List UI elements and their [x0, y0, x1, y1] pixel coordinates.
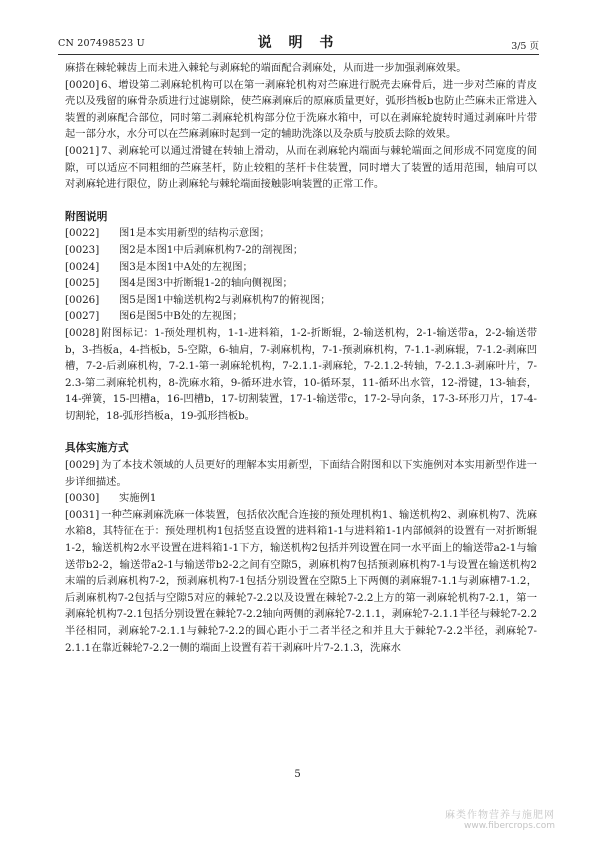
- figure-description: 图6是图5中B处的左视图；: [119, 310, 243, 323]
- paragraph-number: [0026]: [65, 293, 100, 306]
- paragraph-0021: [65, 143, 537, 193]
- section-heading-embodiment: 具体实施方式: [65, 442, 129, 455]
- paragraph-number: [0024]: [65, 260, 100, 273]
- patent-number: CN 207498523 U: [58, 38, 145, 49]
- paragraph-number: [0025]: [65, 277, 100, 290]
- figure-description: 图5是图1中输送机构2与剥麻机构7的俯视图；: [119, 293, 331, 306]
- paragraph-text: 一种苎麻剥麻洗麻一体装置，包括依次配合连接的预处理机构1、输送机构2、剥麻机构7、洗麻水箱8，其特征在于：预处理机构1包括竖直设置的进料箱1-1与进料箱1-1内部倾斜的设置有一对折断辊1-2，输送机构2水平设置在进料箱1-1下方，输送机构2包括并列设置在同一水平面上的输送带a2-1与输送带b2-2，输送带a2-1与输送带b2-2之间有空隙5，剥麻机构7包括预剥麻机构7-1与设置在输送机构2末端的后剥麻机构7-2，预剥麻机构7-1包括分别设置在空隙5上下两侧的剥麻辊7-1.1与剥麻槽7-1.2，后剥麻机构7-2包括与空隙5对应的棘轮7-2.2以及设置在棘轮7-2.2上方的第一剥麻轮机构7-2.1，第一剥麻轮机构7-2.1包括分别设置在棘轮7-2.2轴向两侧的剥麻轮7-2.1.1，剥麻轮7-2.1.1半径与棘轮7-2.2半径相同，剥麻轮7-2.1.1与棘轮7-2.2的圆心距小于二者半径之和并且大于棘轮7-2.2半径，剥麻轮7-2.1.1在靠近棘轮7-2.2一侧的端面上设置有若干剥麻叶片7-2.1.3，洗麻水: [65, 508, 537, 654]
- paragraph-number: [0023]: [65, 243, 100, 256]
- figure-item: [65, 292, 537, 309]
- reference-labels: [65, 325, 537, 425]
- watermark: [445, 806, 555, 831]
- paragraph-text: 6、增设第二剥麻轮机构可以在第一剥麻轮机构对苎麻进行脱壳去麻骨后，进一步对苎麻的青皮壳以及残留的麻骨杂质进行过滤剔除，使苎麻剥麻后的原麻质量更好，弧形挡板b也防止苎麻未正常进入装置的剥麻配合部位，同时第二剥麻轮机构部分位于洗麻水箱中，可以在剥麻轮旋转时通过剥麻叶片带起一部分水，水分可以在苎麻剥麻时起到一定的辅助洗涤以及杂质与胶质去除的效果。: [65, 78, 537, 141]
- figure-description: 图4是图3中折断辊1-2的轴向侧视图；: [119, 277, 293, 290]
- paragraph-text: 麻搭在棘轮棘齿上而未进入棘轮与剥麻轮的端面配合剥麻处，从而进一步加强剥麻效果。: [65, 62, 467, 74]
- watermark-url: www.fibercrops.com: [464, 821, 555, 831]
- paragraph-number: [0027]: [65, 310, 100, 323]
- header-rule: [58, 54, 539, 55]
- paragraph-number: [0021]: [65, 144, 100, 157]
- page-header: [58, 30, 539, 52]
- document-title: 说 明 书: [257, 35, 340, 51]
- watermark-site-name: 麻类作物营养与施肥网: [445, 810, 555, 821]
- paragraph-number: [0028]: [65, 326, 100, 339]
- figure-description: 图1是本实用新型的结构示意图；: [119, 227, 270, 240]
- paragraph-text: 7、剥麻轮可以通过滑键在转轴上滑动，从而在剥麻轮内端面与棘轮端面之间形成不同宽度的间隙，可以适应不同粗细的苎麻茎杆，防止较粗的茎杆卡住装置，同时增大了装置的适用范围，轴肩可以对剥麻轮进行限位，防止剥麻轮与棘轮端面接触影响装置的正常工作。: [65, 144, 537, 191]
- figure-item: [65, 275, 537, 292]
- paragraph-0030: [65, 490, 537, 507]
- figure-item: [65, 308, 537, 325]
- figure-item: [65, 242, 537, 259]
- page-number: 5: [294, 769, 301, 780]
- paragraph-number: [0020]: [65, 78, 100, 91]
- figure-item: [65, 225, 537, 242]
- paragraph-number: [0031]: [65, 508, 100, 521]
- section-heading-figures: 附图说明: [65, 210, 108, 223]
- paragraph-number: [0029]: [65, 459, 100, 472]
- paragraph-continued: [65, 60, 537, 77]
- paragraph-0020: [65, 77, 537, 143]
- figure-description: 图2是本图1中后剥麻机构7-2的剖视图；: [119, 243, 304, 256]
- page-of-total: 3/5 页: [511, 41, 539, 52]
- paragraph-text: 实施例1: [119, 492, 157, 505]
- paragraph-number: [0022]: [65, 227, 100, 240]
- paragraph-number: [0030]: [65, 492, 100, 505]
- paragraph-0031: [65, 507, 537, 656]
- paragraph-text: 附图标记：1-预处理机构，1-1-进料箱，1-2-折断辊，2-输送机构，2-1-输送带a，2-2-输送带b，3-挡板a，4-挡板b，5-空隙，6-轴肩，7-剥麻机构，7-1-预剥麻机构，7-1.1-剥麻辊，7-1.2-剥麻凹槽，7-2-后剥麻机构，7-2.1-第一剥麻轮机构，7-2.1.1-剥麻轮，7-2.1.2-转轴，7-2.1.3-剥麻叶片，7-2.3-第二剥麻轮机构，8-洗麻水箱，9-循环进水管，10-循环泵，11-循环出水管，12-滑键，13-轴套，14-弹簧，15-凹槽a，16-凹槽b，17-切割装置，17-1-输送带c，17-2-导向条，17-3-环形刀片，17-4-切割轮，18-弧形挡板a，19-弧形挡板b。: [65, 326, 537, 422]
- paragraph-text: 为了本技术领域的人员更好的理解本实用新型，下面结合附图和以下实施例对本实用新型作进一步详细描述。: [65, 459, 537, 488]
- figure-description: 图3是本图1中A处的左视图；: [119, 260, 253, 273]
- document-body: [65, 60, 537, 656]
- figure-item: [65, 259, 537, 276]
- paragraph-0029: [65, 457, 537, 490]
